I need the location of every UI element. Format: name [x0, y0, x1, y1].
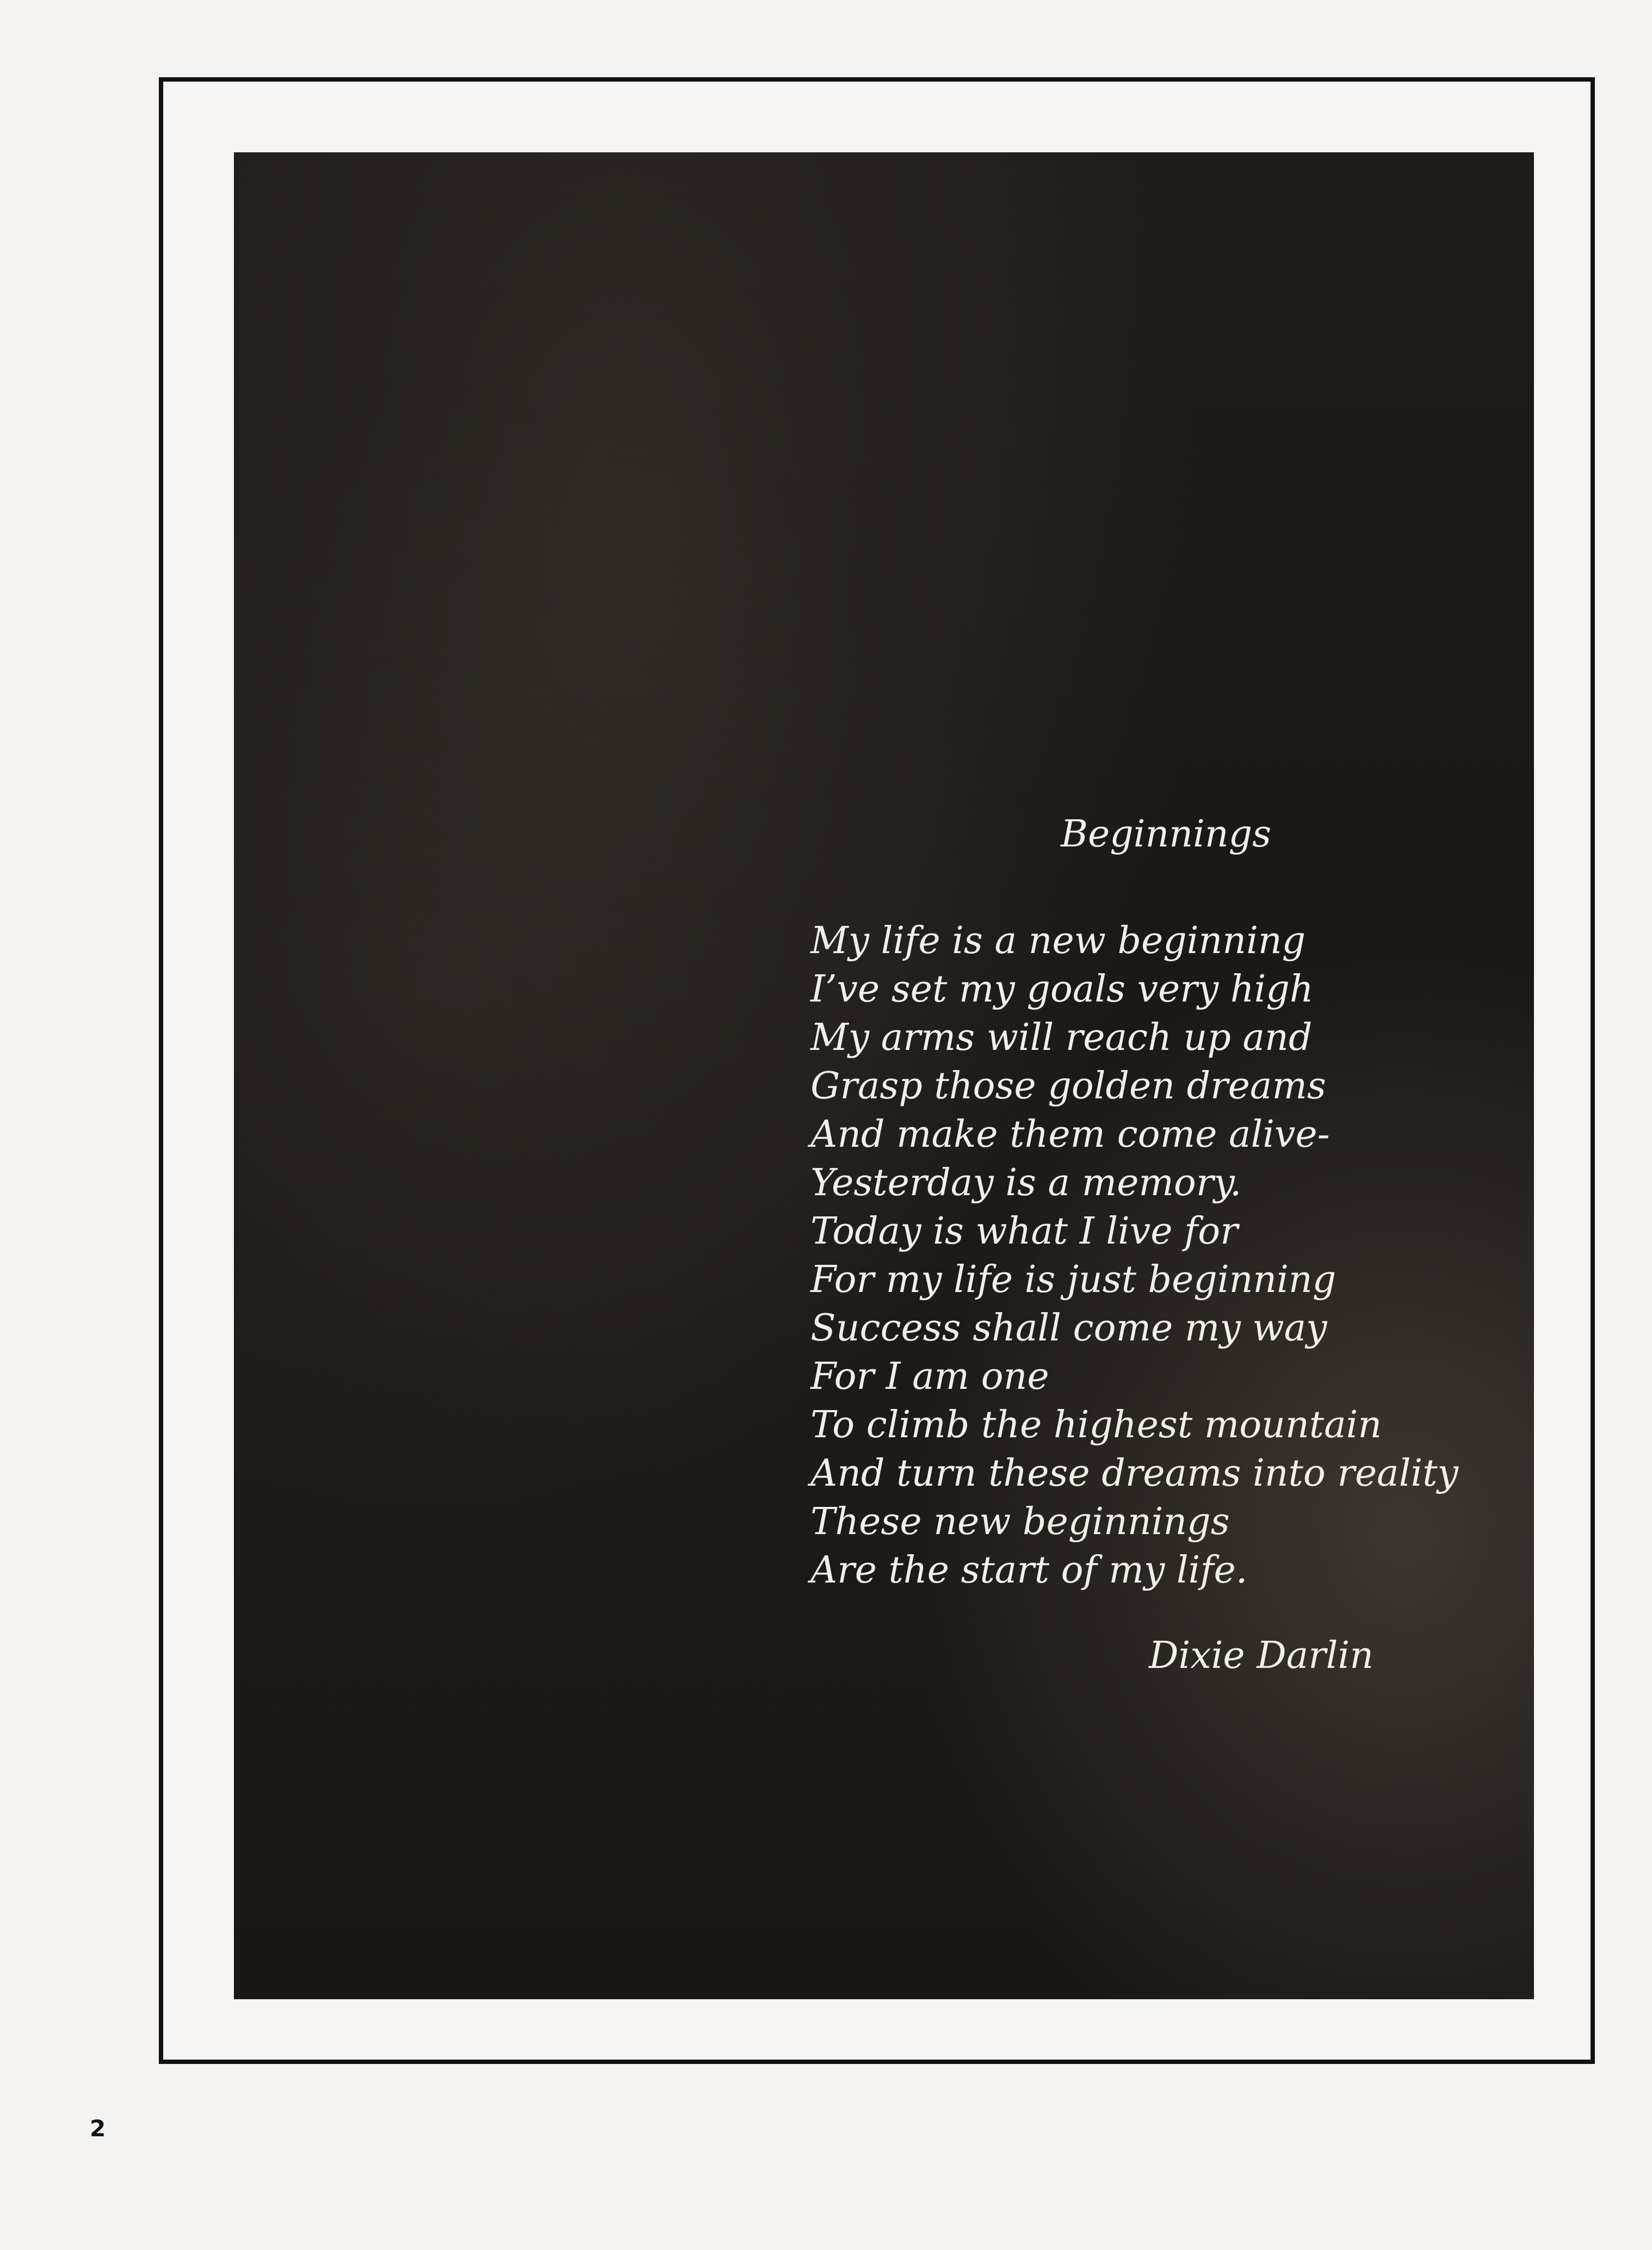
dark-photo-panel: [234, 152, 1534, 1999]
poem-line: I’ve set my goals very high: [810, 968, 1314, 1011]
poem-author: Dixie Darlin: [1149, 1634, 1374, 1677]
poem-line: Today is what I live for: [810, 1210, 1238, 1253]
poem-line: Success shall come my way: [810, 1307, 1327, 1350]
poem-line: My life is a new beginning: [810, 919, 1306, 962]
poem-line: Yesterday is a memory.: [810, 1161, 1242, 1204]
poem-line: To climb the highest mountain: [810, 1404, 1382, 1447]
page-number: 2: [90, 2115, 106, 2142]
poem-lines: [810, 917, 1458, 1594]
poem-line: And turn these dreams into reality: [810, 1452, 1458, 1495]
poem-line: Grasp those golden dreams: [810, 1065, 1326, 1108]
poem-line: These new beginnings: [810, 1500, 1230, 1543]
poem-line: Are the start of my life.: [810, 1549, 1248, 1592]
poem-line: My arms will reach up and: [810, 1016, 1313, 1059]
poem-line: For my life is just beginning: [810, 1258, 1337, 1301]
poem-title: Beginnings: [1061, 813, 1272, 856]
poem-line: For I am one: [810, 1355, 1049, 1398]
poem-line: And make them come alive-: [810, 1113, 1330, 1156]
